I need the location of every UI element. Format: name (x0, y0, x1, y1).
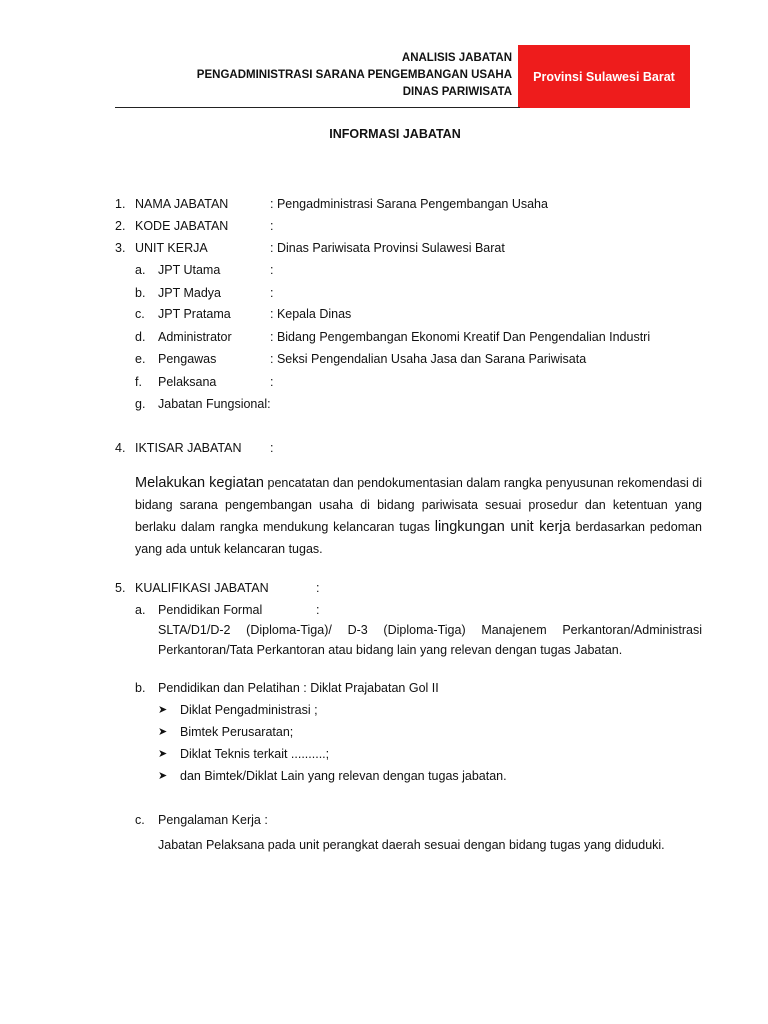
sub-label: Jabatan Fungsional: (158, 397, 271, 411)
unit-kerja-row (0, 285, 768, 301)
sub-label: JPT Pratama (158, 307, 231, 321)
item-colon: : (270, 441, 274, 455)
header-divider (115, 107, 520, 108)
sub-label: JPT Utama (158, 263, 221, 277)
sub-value: : Kepala Dinas (270, 307, 352, 321)
header-line-3: DINAS PARIWISATA (402, 86, 512, 98)
sub-value: : (270, 286, 274, 300)
sub-value: : Bidang Pengembangan Ekonomi Kreatif Dan Pengendalian Industri (270, 330, 651, 344)
unit-kerja-row (0, 262, 768, 278)
item-label: IKTISAR JABATAN (135, 441, 242, 455)
item-kode-jabatan (0, 218, 768, 234)
list-item-text: dan Bimtek/Diklat Lain yang relevan dengan tugas jabatan. (180, 769, 507, 783)
arrow-bullet-icon: ➤ (158, 726, 168, 738)
list-item-text: Diklat Pengadministrasi ; (180, 703, 318, 717)
iktisar-text-emphasis: Melakukan kegiatan (135, 475, 264, 491)
header-line-1: ANALISIS JABATAN (401, 52, 512, 64)
sub-letter: c. (135, 813, 145, 827)
list-item-text: Bimtek Perusaratan; (180, 725, 294, 739)
sub-label: Pendidikan Formal (158, 603, 263, 617)
sub-colon: : (316, 603, 320, 617)
sub-label: Pengawas (158, 352, 217, 366)
unit-kerja-row (0, 351, 768, 367)
sub-label: Pendidikan dan Pelatihan : Diklat Prajabatan Gol II (158, 681, 439, 695)
item-number: 5. (115, 581, 126, 595)
iktisar-text-end: berdasarkan pedoman yang ada untuk kelancaran tugas. (135, 520, 703, 556)
pelatihan-row (0, 680, 768, 696)
item-number: 4. (115, 441, 126, 455)
arrow-bullet-icon: ➤ (158, 748, 168, 760)
unit-kerja-row (0, 329, 768, 345)
iktisar-paragraph (135, 472, 702, 560)
pendidikan-formal-row (0, 602, 768, 618)
item-unit-kerja (0, 240, 768, 256)
sub-letter: c. (135, 307, 145, 321)
sub-value: : (270, 375, 274, 389)
arrow-bullet-icon: ➤ (158, 770, 168, 782)
sub-letter: d. (135, 330, 146, 344)
item-value: : Dinas Pariwisata Provinsi Sulawesi Barat (270, 241, 505, 255)
iktisar-text: pencatatan dan pendokumentasian dalam rangka penyusunan rekomendasi di bidang sarana pengembangan usaha di bidang pariwisata sesuai prosedur dan ketentuan yang berlaku dalam rangka mendukung kelancaran tugas (135, 476, 702, 534)
item-number: 2. (115, 219, 126, 233)
unit-kerja-row (0, 374, 768, 390)
sub-letter: b. (135, 681, 146, 695)
sub-letter: f. (135, 375, 142, 389)
section-title: INFORMASI JABATAN (329, 127, 461, 141)
document-header (115, 50, 512, 101)
sub-letter: b. (135, 286, 146, 300)
item-label: KUALIFIKASI JABATAN (135, 581, 269, 595)
item-label: KODE JABATAN (135, 219, 229, 233)
arrow-bullet-icon: ➤ (158, 704, 168, 716)
item-kualifikasi-jabatan (0, 580, 768, 596)
item-label: NAMA JABATAN (135, 197, 229, 211)
item-number: 1. (115, 197, 126, 211)
sub-letter: g. (135, 397, 146, 411)
item-label: UNIT KERJA (135, 241, 208, 255)
sub-value: : Seksi Pengendalian Usaha Jasa dan Sarana Pariwisata (270, 352, 587, 366)
sub-label: Pengalaman Kerja : (158, 813, 268, 827)
sub-letter: e. (135, 352, 146, 366)
pendidikan-formal-text: SLTA/D1/D-2 (Diploma-Tiga)/ D-3 (Diploma-Tiga) Manajenem Perkantoran/Administrasi Perkantoran/Tata Perkantoran atau bidang lain yang relevan dengan tugas Jabatan. (158, 623, 702, 657)
pengalaman-text: Jabatan Pelaksana pada unit perangkat daerah sesuai dengan bidang tugas yang diduduki. (158, 838, 665, 852)
iktisar-text-emphasis: lingkungan unit kerja (434, 519, 571, 535)
item-iktisar-jabatan (0, 440, 768, 456)
item-number: 3. (115, 241, 126, 255)
sub-letter: a. (135, 263, 146, 277)
pengalaman-row (0, 812, 768, 828)
unit-kerja-row (0, 396, 768, 412)
sub-value: : (270, 263, 274, 277)
sub-label: Administrator (158, 330, 232, 344)
unit-kerja-row (0, 306, 768, 322)
header-line-2: PENGADMINISTRASI SARANA PENGEMBANGAN USAHA (196, 69, 512, 81)
province-banner (518, 45, 690, 108)
item-value: : Pengadministrasi Sarana Pengembangan Usaha (270, 197, 548, 211)
item-colon: : (316, 581, 320, 595)
list-item-text: Diklat Teknis terkait ..........; (180, 747, 330, 761)
item-nama-jabatan (0, 196, 768, 212)
sub-label: Pelaksana (158, 375, 217, 389)
province-label: Provinsi Sulawesi Barat (533, 69, 675, 84)
item-value: : (270, 219, 274, 233)
sub-letter: a. (135, 603, 146, 617)
sub-label: JPT Madya (158, 286, 221, 300)
